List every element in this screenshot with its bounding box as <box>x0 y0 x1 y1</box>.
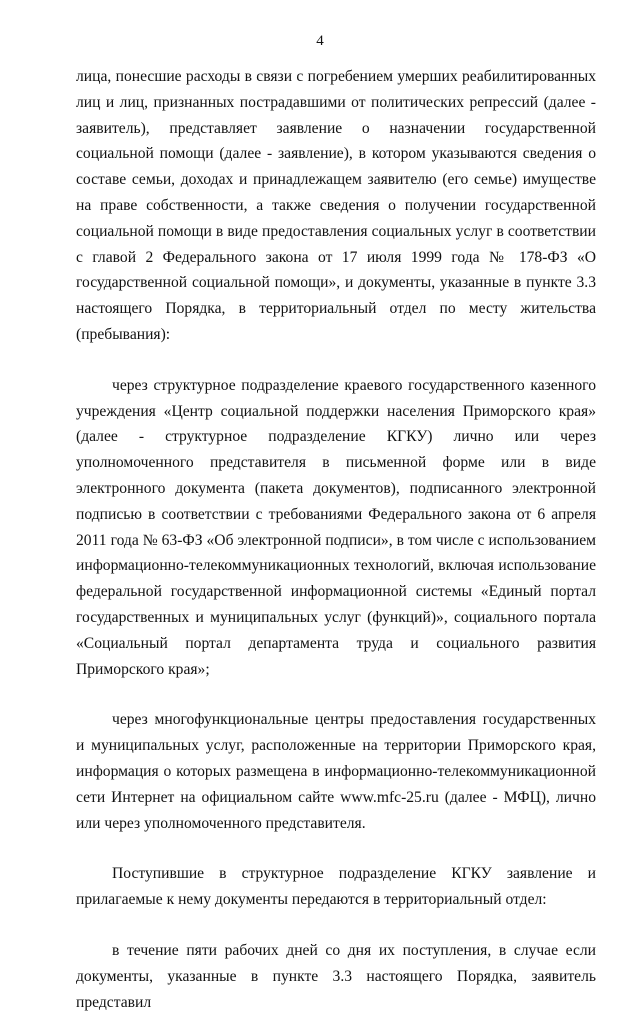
document-body <box>76 64 596 1015</box>
paragraph-transfer: Поступившие в структурное подразделение КГКУ заявление и прилагаемые к нему документы передаются в территориальный отдел: <box>76 865 596 909</box>
paragraph-mfc-submission: через многофункциональные центры предоставления государственных и муниципальных услуг, расположенные на территории Приморского края, информация о которых размещена в информационно-телекоммуникационной сети Интернет на официальном сайте www.mfc-25.ru (далее - МФЦ), лично или через уполномоченного представителя. <box>76 711 596 832</box>
paragraph-kgku-submission: через структурное подразделение краевого государственного казенного учреждения «Центр социальной поддержки населения Приморского края» (далее - структурное подразделение КГКУ) лично или через уполномоченного представителя в письменной форме или в виде электронного документа (пакета документов), подписанного электронной подписью в соответствии с требованиями Федерального закона от 6 апреля 2011 года № 63-ФЗ «Об электронной подписи», в том числе с использованием информационно-телекоммуникационных технологий, включая использование федеральной государственной информационной системы «Единый портал государственных и муниципальных услуг (функций)», социального портала «Социальный портал департамента труда и социального развития Приморского края»; <box>76 376 596 678</box>
paragraph-five-days: в течение пяти рабочих дней со дня их поступления, в случае если документы, указанные в пункте 3.3 настоящего Порядка, заявитель представил <box>76 941 596 1011</box>
page-number: 4 <box>316 33 324 49</box>
paragraph-applicant: лица, понесшие расходы в связи с погребением умерших реабилитированных лиц и лиц, признанных пострадавшими от политических репрессий (далее - заявитель), представляет заявление о назначении государственной социальной помощи (далее - заявление), в котором указываются сведения о составе семьи, доходах и принадлежащем заявителю (его семье) имуществе на праве собственности, а также сведения о получении государственной социальной помощи в виде предоставления социальных услуг в соответствии с главой 2 Федерального закона от 17 июля 1999 года № 178-ФЗ «О государственной социальной помощи», и документы, указанные в пункте 3.3 настоящего Порядка, в территориальный отдел по месту жительства (пребывания): <box>76 68 596 343</box>
